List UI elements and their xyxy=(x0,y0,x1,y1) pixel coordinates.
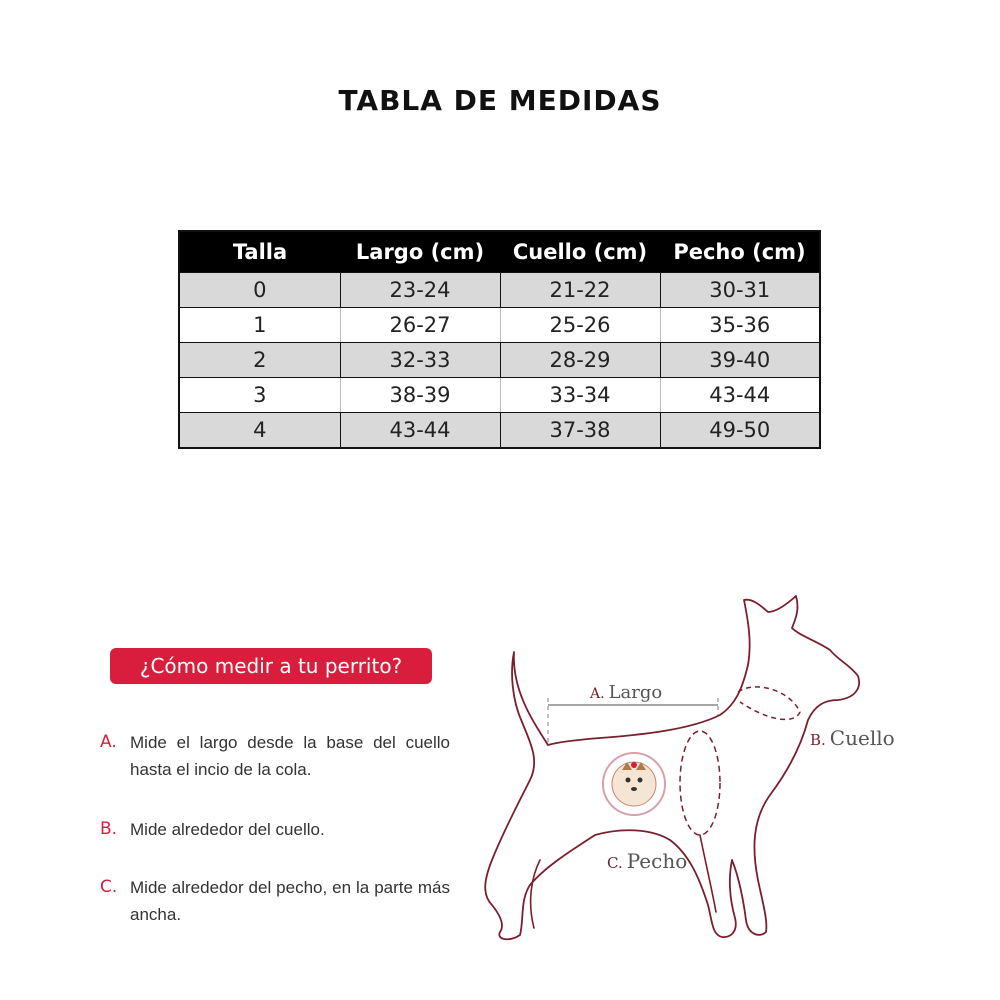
label-cuello: B. Cuello xyxy=(810,726,895,750)
cell-talla: 3 xyxy=(179,378,340,413)
size-table xyxy=(178,230,821,449)
cell-cuello: 25-26 xyxy=(500,308,660,343)
dog-inner-legs xyxy=(531,835,716,928)
cell-pecho: 35-36 xyxy=(660,308,820,343)
cell-cuello: 37-38 xyxy=(500,413,660,449)
cell-pecho: 43-44 xyxy=(660,378,820,413)
cell-pecho: 30-31 xyxy=(660,273,820,308)
cell-cuello: 28-29 xyxy=(500,343,660,378)
cell-largo: 26-27 xyxy=(340,308,500,343)
cell-cuello: 33-34 xyxy=(500,378,660,413)
cell-pecho: 39-40 xyxy=(660,343,820,378)
neck-measure-line xyxy=(738,687,800,720)
cell-largo: 38-39 xyxy=(340,378,500,413)
col-header-largo: Largo (cm) xyxy=(340,231,500,273)
cell-largo: 23-24 xyxy=(340,273,500,308)
dog-measurement-diagram xyxy=(470,580,920,960)
page-title: TABLA DE MEDIDAS xyxy=(338,84,662,117)
instruction-text: Mide alrededor del cuello. xyxy=(130,820,325,839)
table-header-row xyxy=(179,231,820,273)
cell-largo: 32-33 xyxy=(340,343,500,378)
cell-talla: 2 xyxy=(179,343,340,378)
dog-outline xyxy=(485,596,859,939)
instruction-letter: C. xyxy=(100,877,118,897)
chest-measure-line xyxy=(680,731,720,835)
instruction-letter: B. xyxy=(100,819,118,839)
cell-talla: 4 xyxy=(179,413,340,449)
instruction-b xyxy=(100,816,450,843)
brand-logo xyxy=(603,753,665,815)
cell-talla: 0 xyxy=(179,273,340,308)
instruction-a xyxy=(100,729,450,783)
instruction-text: Mide alrededor del pecho, en la parte más ancha. xyxy=(130,878,450,924)
table-row xyxy=(179,378,820,413)
col-header-pecho: Pecho (cm) xyxy=(660,231,820,273)
how-to-measure-heading: ¿Cómo medir a tu perrito? xyxy=(110,648,432,684)
col-header-talla: Talla xyxy=(179,231,340,273)
label-largo: A. Largo xyxy=(590,682,663,703)
instruction-letter: A. xyxy=(100,732,117,752)
cell-cuello: 21-22 xyxy=(500,273,660,308)
instruction-c xyxy=(100,874,450,928)
cell-pecho: 49-50 xyxy=(660,413,820,449)
instruction-text: Mide el largo desde la base del cuello hasta el incio de la cola. xyxy=(130,733,450,779)
table-row xyxy=(179,273,820,308)
table-row xyxy=(179,343,820,378)
table-row xyxy=(179,413,820,449)
cell-largo: 43-44 xyxy=(340,413,500,449)
table-row xyxy=(179,308,820,343)
label-pecho: C. Pecho xyxy=(607,849,688,873)
cell-talla: 1 xyxy=(179,308,340,343)
col-header-cuello: Cuello (cm) xyxy=(500,231,660,273)
